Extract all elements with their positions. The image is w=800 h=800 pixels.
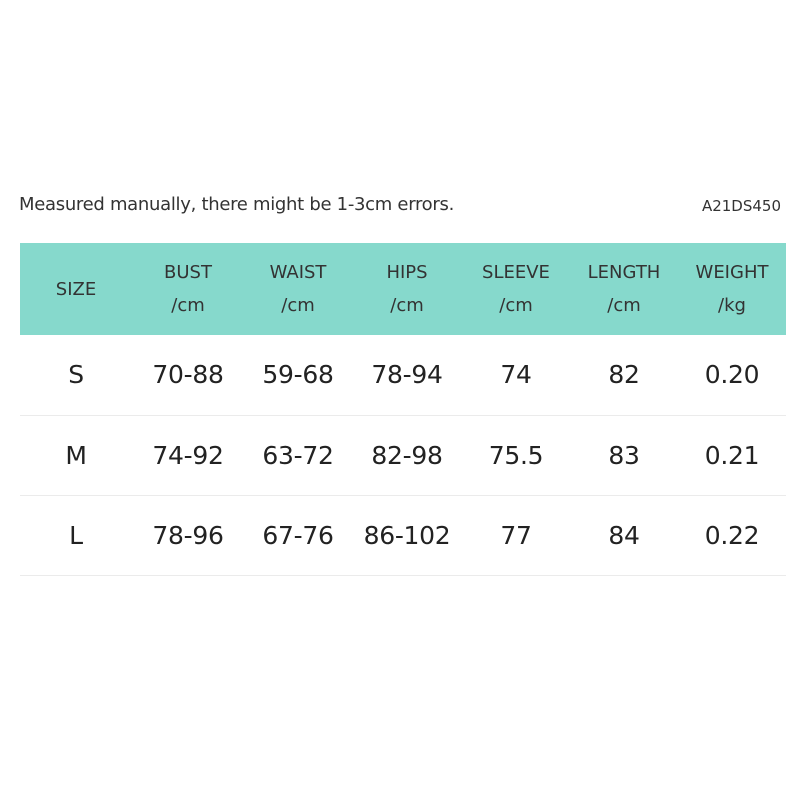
cell-sleeve: 77 (500, 520, 532, 550)
column-header-size (20, 243, 132, 335)
column-header-length (570, 243, 678, 335)
cell-length: 84 (608, 520, 640, 550)
cell-bust: 74-92 (152, 440, 224, 470)
column-header-name: LENGTH (587, 262, 661, 283)
cell-sleeve: 75.5 (488, 440, 544, 470)
cell-waist: 59-68 (262, 360, 334, 390)
cell-weight: 0.20 (704, 360, 760, 390)
cell-size: M (65, 440, 87, 470)
cell-size: L (69, 520, 83, 550)
cell-waist: 67-76 (262, 520, 334, 550)
cell-waist: 63-72 (262, 440, 334, 470)
cell-hips: 78-94 (371, 360, 443, 390)
cell-bust: 78-96 (152, 520, 224, 550)
cell-weight: 0.22 (704, 520, 760, 550)
table-row-s (20, 335, 786, 415)
column-header-unit: /kg (718, 295, 746, 316)
column-header-unit: /cm (171, 295, 205, 316)
cell-hips: 82-98 (371, 440, 443, 470)
size-chart-table (20, 243, 786, 576)
table-row-l (20, 495, 786, 575)
product-code: A21DS450 (701, 197, 781, 215)
column-header-unit: /cm (281, 295, 315, 316)
column-header-name: HIPS (386, 262, 428, 283)
column-header-bust (132, 243, 244, 335)
cell-sleeve: 74 (500, 360, 532, 390)
cell-weight: 0.21 (704, 440, 760, 470)
header-row (20, 243, 786, 335)
column-header-name: SIZE (55, 278, 97, 300)
column-header-sleeve (462, 243, 570, 335)
table-body (20, 335, 786, 575)
cell-hips: 86-102 (363, 520, 451, 550)
column-header-name: WEIGHT (695, 262, 769, 283)
column-header-weight (678, 243, 786, 335)
table-header (20, 243, 786, 335)
measurement-note: Measured manually, there might be 1-3cm errors. (19, 194, 454, 215)
column-header-unit: /cm (499, 295, 533, 316)
column-header-name: SLEEVE (482, 262, 550, 283)
column-header-hips (352, 243, 462, 335)
cell-bust: 70-88 (152, 360, 224, 390)
table-row-m (20, 415, 786, 495)
column-header-unit: /cm (607, 295, 641, 316)
column-header-unit: /cm (390, 295, 424, 316)
cell-size: S (68, 360, 84, 390)
column-header-waist (244, 243, 352, 335)
cell-length: 82 (608, 360, 640, 390)
cell-length: 83 (608, 440, 640, 470)
column-header-name: WAIST (269, 262, 327, 283)
column-header-name: BUST (164, 262, 212, 283)
